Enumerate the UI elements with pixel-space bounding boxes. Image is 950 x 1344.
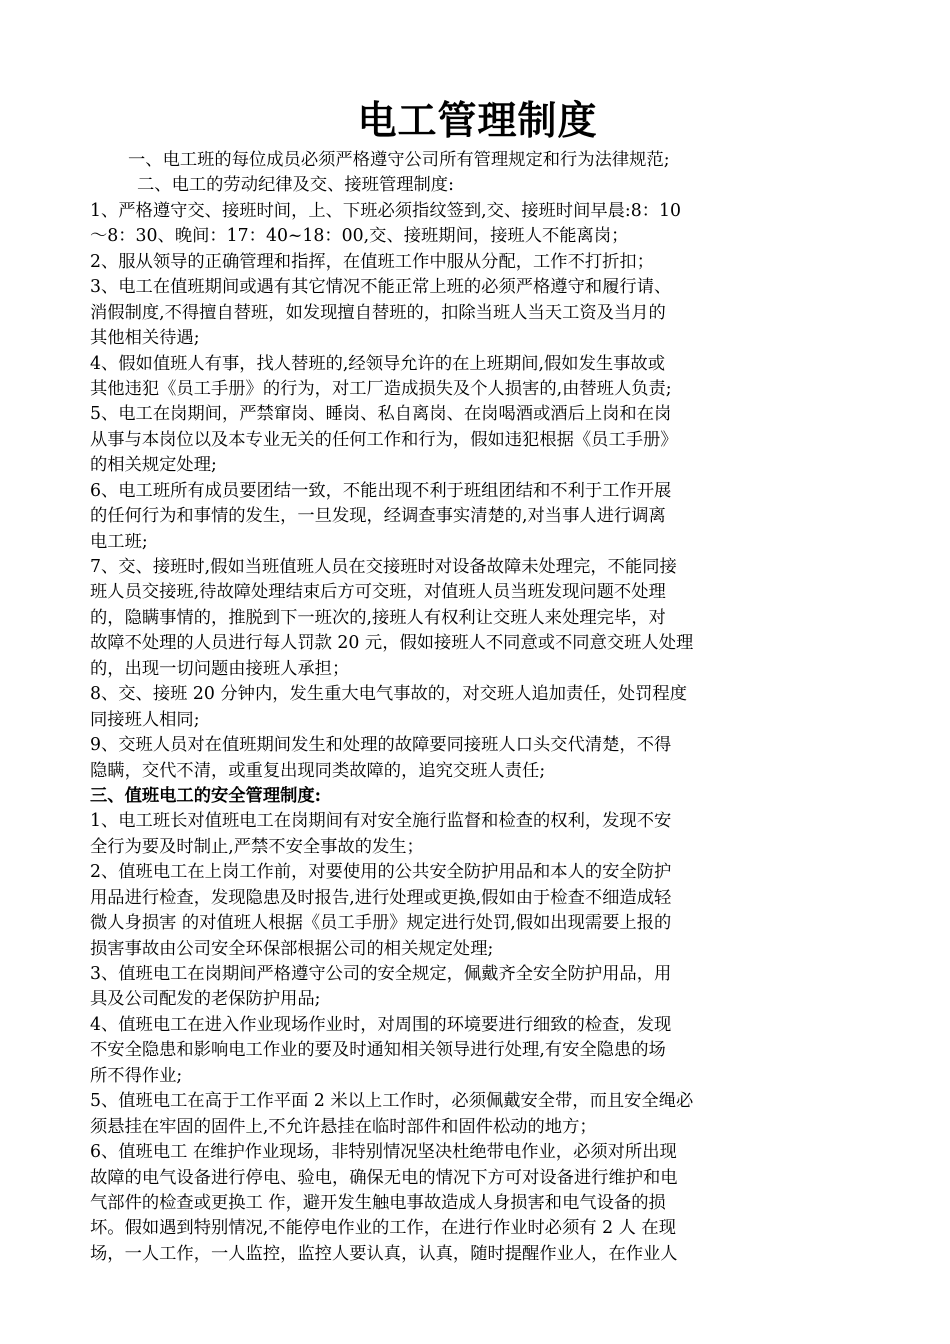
text-line: 1、电工班长对值班电工在岗期间有对安全施行监督和检查的权利，发现不安 (90, 811, 672, 832)
text-line: 同接班人相同; (90, 709, 200, 730)
text-line: 班人员交接班,待故障处理结束后方可交班，对值班人员当班发现问题不处理 (90, 582, 666, 603)
text-line: 8、交、接班 20 分钟内，发生重大电气事故的，对交班人追加责任，处罚程度 (90, 684, 687, 705)
text-line: 的任何行为和事情的发生，一旦发现，经调查事实清楚的,对当事人进行调离 (90, 506, 666, 527)
text-line: 不安全隐患和影响电工作业的要及时通知相关领导进行处理,有安全隐患的场 (90, 1040, 666, 1061)
text-line: 从事与本岗位以及本专业无关的任何工作和行为，假如违犯根据《员工手册》 (90, 429, 678, 450)
text-line: 故障的电气设备进行停电、验电，确保无电的情况下方可对设备进行维护和电 (90, 1167, 678, 1188)
text-line: 具及公司配发的老保防护用品; (90, 989, 321, 1010)
text-line: 坏。假如遇到特别情况,不能停电作业的工作，在进行作业时必须有 2 人 在现 (90, 1218, 676, 1239)
document-page (90, 96, 865, 1267)
text-line: 5、值班电工在高于工作平面 2 米以上工作时，必须佩戴安全带，而且安全绳必 (90, 1091, 694, 1112)
text-line: ～8：30、晚间：17：40~18：00,交、接班期间，接班人不能离岗； (90, 226, 629, 247)
section-heading: 三、值班电工的安全管理制度: (90, 785, 322, 806)
text-line: 2、服从领导的正确管理和指挥，在值班工作中服从分配，工作不打折扣； (90, 251, 654, 272)
text-line: 须悬挂在牢固的固件上,不允许悬挂在临时部件和固件松动的地方； (90, 1116, 597, 1137)
document-title: 电工管理制度 (357, 99, 598, 144)
text-line: 二、电工的劳动纪律及交、接班管理制度: (137, 175, 454, 196)
text-line: 故障不处理的人员进行每人罚款 20 元，假如接班人不同意或不同意交班人处理 (90, 633, 694, 654)
text-line: 3、值班电工在岗期间严格遵守公司的安全规定，佩戴齐全安全防护用品，用 (90, 964, 672, 984)
text-line: 1、严格遵守交、接班时间，上、下班必须指纹签到,交、接班时间早晨:8：10 (90, 200, 682, 221)
text-line: 其他违犯《员工手册》的行为，对工厂造成损失及个人损害的,由替班人负责; (90, 378, 672, 399)
text-line: 电工班; (90, 531, 148, 552)
text-line: 4、假如值班人有事，找人替班的,经领导允许的在上班期间,假如发生事故或 (90, 353, 665, 374)
text-line: 气部件的检查或更换工 作，避开发生触电事故造成人身损害和电气设备的损 (90, 1192, 666, 1213)
text-line: 的，出现一切问题由接班人承担； (90, 658, 350, 679)
text-line: 全行为要及时制止,严禁不安全事故的发生； (90, 836, 424, 857)
text-line: 消假制度,不得擅自替班，如发现擅自替班的，扣除当班人当天工资及当月的 (90, 302, 666, 323)
text-line: 的，隐瞒事情的，推脱到下一班次的,接班人有权利让交班人来处理完毕，对 (90, 607, 666, 628)
text-line: 一、电工班的每位成员必须严格遵守公司所有管理规定和行为法律规范; (128, 150, 670, 170)
text-line: 其他相关待遇; (90, 328, 200, 349)
text-line: 6、值班电工 在维护作业现场，非特别情况坚决杜绝带电作业，必须对所出现 (90, 1142, 677, 1163)
text-line: 微人身损害 的对值班人根据《员工手册》规定进行处罚,假如出现需要上报的 (90, 913, 672, 934)
text-line: 7、交、接班时,假如当班值班人员在交接班时对设备故障未处理完，不能同接 (90, 557, 677, 577)
text-line: 9、交班人员对在值班期间发生和处理的故障要同接班人口头交代清楚，不得 (90, 735, 672, 756)
text-line: 损害事故由公司安全环保部根据公司的相关规定处理; (90, 938, 494, 959)
text-line: 2、值班电工在上岗工作前，对要使用的公共安全防护用品和本人的安全防护 (90, 862, 672, 883)
text-line: 场，一人工作，一人监控，监控人要认真，认真，随时提醒作业人，在作业人 (90, 1243, 678, 1264)
text-line: 5、电工在岗期间，严禁窜岗、睡岗、私自离岗、在岗喝酒或酒后上岗和在岗 (90, 404, 672, 425)
text-line: 所不得作业; (90, 1065, 183, 1086)
text-line: 3、电工在值班期间或遇有其它情况不能正常上班的必须严格遵守和履行请、 (90, 277, 672, 298)
text-line: 6、电工班所有成员要团结一致，不能出现不利于班组团结和不利于工作开展 (90, 480, 672, 501)
document-body (90, 148, 865, 1267)
text-line: 用品进行检查，发现隐患及时报告,进行处理或更换,假如由于检查不细造成轻 (90, 887, 672, 908)
text-line: 的相关规定处理; (90, 455, 217, 476)
text-line: 4、值班电工在进入作业现场作业时，对周围的环境要进行细致的检查，发现 (90, 1014, 672, 1035)
text-line: 隐瞒，交代不清，或重复出现同类故障的，追究交班人责任; (90, 760, 546, 781)
